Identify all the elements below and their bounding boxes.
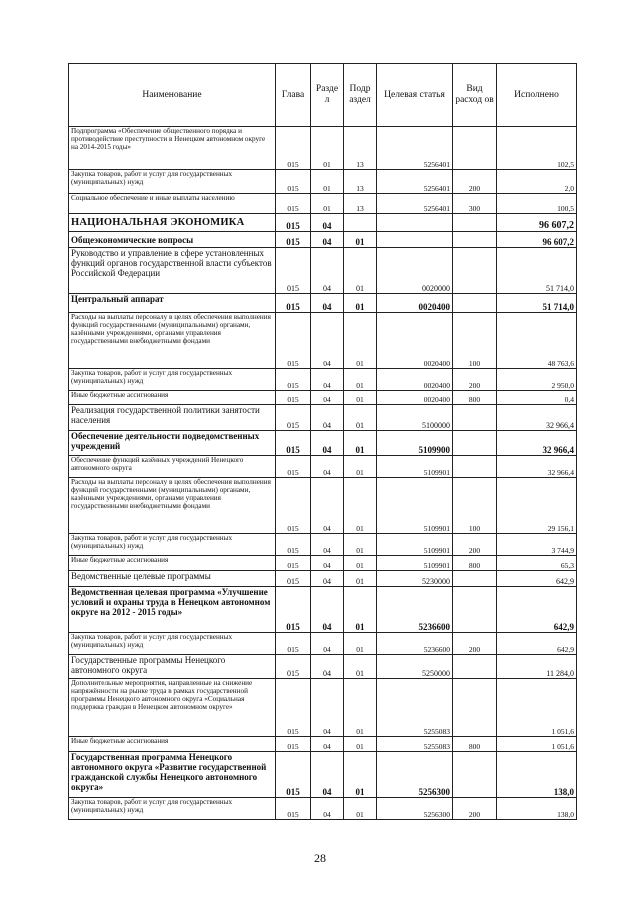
row-chapter: 015 (276, 737, 311, 752)
row-executed: 2 950,0 (497, 369, 577, 391)
row-executed: 1 051,6 (497, 679, 577, 737)
row-section: 04 (311, 313, 344, 369)
row-name: Государственная программа Ненецкого автономного округа «Развитие государственной гражданской службы Ненецкого автономного округа» (69, 752, 276, 798)
row-expense: 800 (453, 391, 497, 405)
table-row (69, 248, 577, 294)
row-target: 5236600 (377, 633, 453, 655)
row-executed: 642,9 (497, 571, 577, 587)
row-section: 04 (311, 294, 344, 313)
row-expense (453, 431, 497, 456)
header-section: Разде л (311, 64, 344, 127)
row-name: Ведомственные целевые программы (69, 571, 276, 587)
row-target: 0020400 (377, 391, 453, 405)
row-executed: 138,0 (497, 798, 577, 820)
row-subsection: 01 (344, 294, 377, 313)
table-row (69, 571, 577, 587)
row-chapter: 015 (276, 798, 311, 820)
row-name: Расходы на выплаты персоналу в целях обеспечения выполнения функций государственными (муниципальными) органами, казёнными учреждениями, органами управления государственными внебюджетными фондами (69, 313, 276, 369)
row-section: 01 (311, 170, 344, 194)
table-row (69, 752, 577, 798)
table-row (69, 737, 577, 752)
row-expense (453, 752, 497, 798)
row-target: 0020400 (377, 294, 453, 313)
row-expense: 200 (453, 534, 497, 556)
row-subsection: 01 (344, 369, 377, 391)
row-expense: 200 (453, 798, 497, 820)
row-chapter: 015 (276, 556, 311, 571)
row-subsection: 13 (344, 170, 377, 194)
row-target: 5256300 (377, 798, 453, 820)
row-subsection: 13 (344, 127, 377, 170)
row-target: 5256401 (377, 170, 453, 194)
row-name: Ведомственная целевая программа «Улучшение условий и охраны труда в Ненецком автономном округе на 2012 - 2015 годы» (69, 587, 276, 633)
row-executed: 642,9 (497, 633, 577, 655)
row-executed: 51 714,0 (497, 294, 577, 313)
row-section: 04 (311, 214, 344, 232)
row-target (377, 232, 453, 248)
row-section: 04 (311, 391, 344, 405)
row-section: 04 (311, 405, 344, 431)
row-executed: 48 763,6 (497, 313, 577, 369)
row-expense (453, 294, 497, 313)
row-section: 04 (311, 232, 344, 248)
header-subsection: Подр аздел (344, 64, 377, 127)
row-subsection: 01 (344, 478, 377, 534)
row-expense: 200 (453, 170, 497, 194)
row-name: Закупка товаров, работ и услуг для государственных (муниципальных) нужд (69, 633, 276, 655)
row-executed: 96 607,2 (497, 214, 577, 232)
row-chapter: 015 (276, 369, 311, 391)
row-target: 0020400 (377, 369, 453, 391)
row-name: Реализация государственной политики занятости населения (69, 405, 276, 431)
table-row (69, 294, 577, 313)
row-section: 04 (311, 571, 344, 587)
row-section: 04 (311, 556, 344, 571)
table-row (69, 655, 577, 679)
row-name: Закупка товаров, работ и услуг для государственных (муниципальных) нужд (69, 170, 276, 194)
row-subsection: 01 (344, 633, 377, 655)
row-executed: 51 714,0 (497, 248, 577, 294)
row-expense: 200 (453, 633, 497, 655)
header-target-article: Целевая статья (377, 64, 453, 127)
row-target: 5256401 (377, 127, 453, 170)
table-row (69, 556, 577, 571)
row-chapter: 015 (276, 752, 311, 798)
table-row (69, 127, 577, 170)
row-section: 01 (311, 127, 344, 170)
row-target: 5250000 (377, 655, 453, 679)
row-name: Обеспечение функций казённых учреждений Ненецкого автономного округа (69, 456, 276, 478)
row-target: 0020400 (377, 313, 453, 369)
row-name: Обеспечение деятельности подведомственных учреждений (69, 431, 276, 456)
row-chapter: 015 (276, 679, 311, 737)
row-section: 04 (311, 534, 344, 556)
row-executed: 65,3 (497, 556, 577, 571)
row-target: 5100000 (377, 405, 453, 431)
row-name: Дополнительные мероприятия, направленные на снижение напряжённости на рынке труда в рамках государственной программы Ненецкого автономного округа «Социальная поддержка граждан в Ненецком автономном округе» (69, 679, 276, 737)
row-chapter: 015 (276, 405, 311, 431)
row-subsection: 01 (344, 655, 377, 679)
row-expense (453, 655, 497, 679)
row-section: 04 (311, 431, 344, 456)
row-target: 5109901 (377, 556, 453, 571)
table-row (69, 798, 577, 820)
budget-sheet (68, 63, 576, 820)
row-chapter: 015 (276, 456, 311, 478)
row-chapter: 015 (276, 571, 311, 587)
row-name: Иные бюджетные ассигнования (69, 556, 276, 571)
row-executed: 3 744,9 (497, 534, 577, 556)
row-chapter: 015 (276, 478, 311, 534)
row-subsection: 01 (344, 431, 377, 456)
row-subsection: 01 (344, 737, 377, 752)
row-section: 04 (311, 478, 344, 534)
header-executed: Исполнено (497, 64, 577, 127)
row-expense: 200 (453, 369, 497, 391)
budget-table (68, 63, 577, 820)
table-row (69, 679, 577, 737)
table-row (69, 633, 577, 655)
row-expense: 300 (453, 194, 497, 214)
row-executed: 642,9 (497, 587, 577, 633)
row-name: Руководство и управление в сфере установленных функций органов государственной власти субъектов Российской Федерации (69, 248, 276, 294)
row-target: 5236600 (377, 587, 453, 633)
row-section: 04 (311, 456, 344, 478)
row-target: 0020000 (377, 248, 453, 294)
row-expense (453, 127, 497, 170)
row-name: Расходы на выплаты персоналу в целях обеспечения выполнения функций государственными (муниципальными) органами, казёнными учреждениями, органами управления государственными внебюджетными фондами (69, 478, 276, 534)
row-subsection: 01 (344, 248, 377, 294)
row-name: Общеэкономические вопросы (69, 232, 276, 248)
row-name: Закупка товаров, работ и услуг для государственных (муниципальных) нужд (69, 534, 276, 556)
row-target: 5109900 (377, 431, 453, 456)
row-executed: 32 966,4 (497, 431, 577, 456)
row-expense (453, 679, 497, 737)
row-name: Подпрограмма «Обеспечение общественного порядка и противодействие преступности в Ненецком автономном округе на 2014-2015 годы» (69, 127, 276, 170)
header-name: Наименование (69, 64, 276, 127)
row-section: 04 (311, 798, 344, 820)
row-subsection: 01 (344, 456, 377, 478)
row-expense (453, 232, 497, 248)
row-chapter: 015 (276, 214, 311, 232)
table-row (69, 194, 577, 214)
row-executed: 2,0 (497, 170, 577, 194)
row-expense (453, 587, 497, 633)
table-row (69, 313, 577, 369)
row-name: Социальное обеспечение и иные выплаты населению (69, 194, 276, 214)
table-row (69, 369, 577, 391)
row-name: НАЦИОНАЛЬНАЯ ЭКОНОМИКА (69, 214, 276, 232)
table-row (69, 478, 577, 534)
row-section: 04 (311, 369, 344, 391)
row-name: Иные бюджетные ассигнования (69, 737, 276, 752)
row-chapter: 015 (276, 534, 311, 556)
table-row (69, 170, 577, 194)
table-row (69, 534, 577, 556)
row-chapter: 015 (276, 587, 311, 633)
row-chapter: 015 (276, 431, 311, 456)
row-chapter: 015 (276, 391, 311, 405)
row-chapter: 015 (276, 294, 311, 313)
page-number: 28 (314, 851, 326, 865)
row-chapter: 015 (276, 655, 311, 679)
row-expense (453, 571, 497, 587)
row-executed: 138,0 (497, 752, 577, 798)
table-header-row (69, 64, 577, 127)
row-chapter: 015 (276, 633, 311, 655)
table-row (69, 587, 577, 633)
row-section: 04 (311, 752, 344, 798)
row-name: Закупка товаров, работ и услуг для государственных (муниципальных) нужд (69, 798, 276, 820)
table-row (69, 232, 577, 248)
row-section: 04 (311, 655, 344, 679)
row-target: 5255083 (377, 737, 453, 752)
row-executed: 100,5 (497, 194, 577, 214)
table-row (69, 391, 577, 405)
row-name: Государственные программы Ненецкого автономного округа (69, 655, 276, 679)
row-subsection: 13 (344, 194, 377, 214)
row-executed: 102,5 (497, 127, 577, 170)
header-chapter: Глава (276, 64, 311, 127)
table-row (69, 214, 577, 232)
row-expense (453, 456, 497, 478)
row-target: 5256401 (377, 194, 453, 214)
table-row (69, 431, 577, 456)
row-chapter: 015 (276, 194, 311, 214)
row-expense: 800 (453, 737, 497, 752)
row-subsection (344, 214, 377, 232)
row-subsection: 01 (344, 571, 377, 587)
row-chapter: 015 (276, 248, 311, 294)
row-subsection: 01 (344, 232, 377, 248)
row-expense: 800 (453, 556, 497, 571)
row-subsection: 01 (344, 679, 377, 737)
row-subsection: 01 (344, 752, 377, 798)
row-subsection: 01 (344, 556, 377, 571)
row-target: 5255083 (377, 679, 453, 737)
row-name: Иные бюджетные ассигнования (69, 391, 276, 405)
header-expense-type: Вид расход ов (453, 64, 497, 127)
table-row (69, 456, 577, 478)
row-expense (453, 248, 497, 294)
row-target (377, 214, 453, 232)
row-section: 04 (311, 248, 344, 294)
row-subsection: 01 (344, 313, 377, 369)
row-subsection: 01 (344, 798, 377, 820)
row-executed: 0,4 (497, 391, 577, 405)
row-name: Закупка товаров, работ и услуг для государственных (муниципальных) нужд (69, 369, 276, 391)
row-subsection: 01 (344, 391, 377, 405)
row-section: 01 (311, 194, 344, 214)
row-executed: 96 607,2 (497, 232, 577, 248)
row-target: 5230000 (377, 571, 453, 587)
row-section: 04 (311, 587, 344, 633)
row-target: 5256300 (377, 752, 453, 798)
row-section: 04 (311, 679, 344, 737)
row-executed: 32 966,4 (497, 456, 577, 478)
row-section: 04 (311, 633, 344, 655)
row-expense (453, 214, 497, 232)
row-chapter: 015 (276, 232, 311, 248)
row-chapter: 015 (276, 170, 311, 194)
row-name: Центральный аппарат (69, 294, 276, 313)
row-executed: 1 051,6 (497, 737, 577, 752)
row-target: 5109901 (377, 478, 453, 534)
row-subsection: 01 (344, 405, 377, 431)
row-section: 04 (311, 737, 344, 752)
row-executed: 32 966,4 (497, 405, 577, 431)
row-subsection: 01 (344, 534, 377, 556)
row-subsection: 01 (344, 587, 377, 633)
table-row (69, 405, 577, 431)
row-chapter: 015 (276, 313, 311, 369)
row-chapter: 015 (276, 127, 311, 170)
row-expense (453, 405, 497, 431)
row-target: 5109901 (377, 456, 453, 478)
row-expense: 100 (453, 478, 497, 534)
row-expense: 100 (453, 313, 497, 369)
row-executed: 29 156,1 (497, 478, 577, 534)
row-executed: 11 284,0 (497, 655, 577, 679)
row-target: 5109901 (377, 534, 453, 556)
